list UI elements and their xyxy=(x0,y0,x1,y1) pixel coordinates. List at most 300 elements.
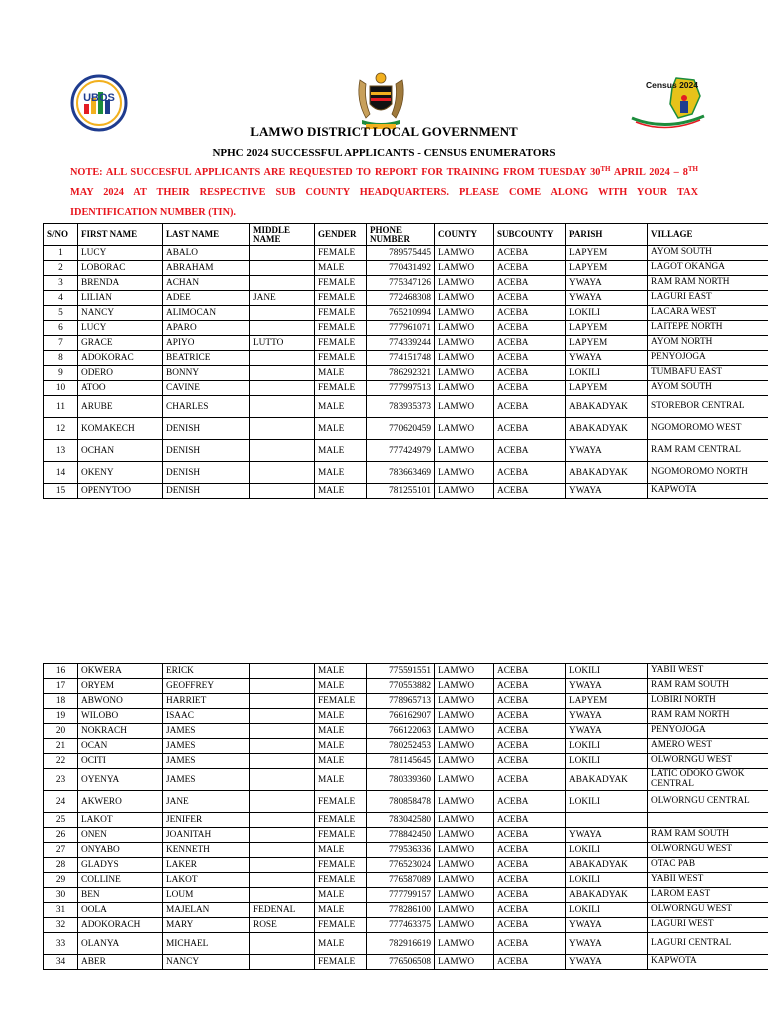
cell-phone: 783663469 xyxy=(367,462,435,484)
col-parish: PARISH xyxy=(566,224,648,246)
cell-sno: 12 xyxy=(44,418,78,440)
cell-subcounty: ACEBA xyxy=(494,724,566,739)
cell-middle-name xyxy=(250,366,315,381)
table-row xyxy=(44,366,768,381)
cell-middle-name xyxy=(250,351,315,366)
cell-sno: 30 xyxy=(44,888,78,903)
cell-gender: MALE xyxy=(315,440,367,462)
cell-village xyxy=(648,813,768,828)
cell-parish: YWAYA xyxy=(566,828,648,843)
cell-county: LAMWO xyxy=(435,694,494,709)
cell-sno: 15 xyxy=(44,484,78,499)
cell-county: LAMWO xyxy=(435,381,494,396)
table-row xyxy=(44,418,768,440)
cell-county: LAMWO xyxy=(435,709,494,724)
col-village: VILLAGE xyxy=(648,224,768,246)
cell-last-name: GEOFFREY xyxy=(163,679,250,694)
cell-phone: 765210994 xyxy=(367,306,435,321)
cell-gender: FEMALE xyxy=(315,336,367,351)
cell-last-name: JENIFER xyxy=(163,813,250,828)
cell-middle-name: FEDENAL xyxy=(250,903,315,918)
cell-village: NGOMOROMO NORTH xyxy=(648,462,768,484)
cell-county: LAMWO xyxy=(435,754,494,769)
table-row xyxy=(44,933,768,955)
cell-county: LAMWO xyxy=(435,918,494,933)
census-logo-text: Census 2024 xyxy=(646,80,698,90)
cell-sno: 11 xyxy=(44,396,78,418)
training-note xyxy=(70,163,698,223)
cell-county: LAMWO xyxy=(435,739,494,754)
cell-county: LAMWO xyxy=(435,276,494,291)
cell-first-name: OOLA xyxy=(78,903,163,918)
cell-village: RAM RAM SOUTH xyxy=(648,679,768,694)
cell-last-name: JAMES xyxy=(163,769,250,791)
cell-last-name: HARRIET xyxy=(163,694,250,709)
cell-parish: LOKILI xyxy=(566,754,648,769)
cell-county: LAMWO xyxy=(435,366,494,381)
cell-village: OLWORNGU WEST xyxy=(648,843,768,858)
table-row xyxy=(44,739,768,754)
cell-phone: 789575445 xyxy=(367,246,435,261)
cell-parish: LOKILI xyxy=(566,873,648,888)
cell-subcounty: ACEBA xyxy=(494,366,566,381)
cell-first-name: WILOBO xyxy=(78,709,163,724)
cell-sno: 6 xyxy=(44,321,78,336)
cell-middle-name xyxy=(250,813,315,828)
cell-middle-name: LUTTO xyxy=(250,336,315,351)
cell-middle-name xyxy=(250,709,315,724)
cell-gender: MALE xyxy=(315,739,367,754)
cell-parish: ABAKADYAK xyxy=(566,888,648,903)
note-line-3: IDENTIFICATION NUMBER (TIN). xyxy=(70,207,237,218)
cell-subcounty: ACEBA xyxy=(494,813,566,828)
cell-middle-name xyxy=(250,484,315,499)
cell-subcounty: ACEBA xyxy=(494,351,566,366)
cell-county: LAMWO xyxy=(435,261,494,276)
col-phone-number: PHONE NUMBER xyxy=(367,224,435,246)
cell-parish: YWAYA xyxy=(566,933,648,955)
cell-sno: 28 xyxy=(44,858,78,873)
cell-sno: 19 xyxy=(44,709,78,724)
cell-middle-name xyxy=(250,858,315,873)
cell-phone: 766162907 xyxy=(367,709,435,724)
cell-sno: 8 xyxy=(44,351,78,366)
cell-middle-name xyxy=(250,791,315,813)
cell-first-name: AKWERO xyxy=(78,791,163,813)
cell-first-name: ATOO xyxy=(78,381,163,396)
cell-county: LAMWO xyxy=(435,791,494,813)
cell-last-name: KENNETH xyxy=(163,843,250,858)
cell-parish xyxy=(566,813,648,828)
cell-last-name: LAKER xyxy=(163,858,250,873)
cell-county: LAMWO xyxy=(435,873,494,888)
cell-village: AMERO WEST xyxy=(648,739,768,754)
cell-last-name: APARO xyxy=(163,321,250,336)
cell-subcounty: ACEBA xyxy=(494,440,566,462)
cell-middle-name xyxy=(250,843,315,858)
cell-phone: 770620459 xyxy=(367,418,435,440)
cell-parish: YWAYA xyxy=(566,709,648,724)
cell-subcounty: ACEBA xyxy=(494,679,566,694)
cell-subcounty: ACEBA xyxy=(494,955,566,970)
cell-county: LAMWO xyxy=(435,664,494,679)
cell-last-name: BONNY xyxy=(163,366,250,381)
cell-subcounty: ACEBA xyxy=(494,418,566,440)
col-first-name: FIRST NAME xyxy=(78,224,163,246)
cell-middle-name xyxy=(250,276,315,291)
cell-gender: FEMALE xyxy=(315,828,367,843)
cell-phone: 775347126 xyxy=(367,276,435,291)
cell-village: YABII WEST xyxy=(648,664,768,679)
table-row xyxy=(44,679,768,694)
cell-middle-name xyxy=(250,739,315,754)
cell-phone: 777463375 xyxy=(367,918,435,933)
cell-sno: 34 xyxy=(44,955,78,970)
table-row xyxy=(44,754,768,769)
cell-parish: YWAYA xyxy=(566,276,648,291)
cell-village: LAGURI EAST xyxy=(648,291,768,306)
cell-first-name: ONEN xyxy=(78,828,163,843)
cell-phone: 776506508 xyxy=(367,955,435,970)
cell-first-name: OKWERA xyxy=(78,664,163,679)
cell-gender: MALE xyxy=(315,888,367,903)
cell-county: LAMWO xyxy=(435,462,494,484)
cell-village: KAPWOTA xyxy=(648,955,768,970)
cell-phone: 777799157 xyxy=(367,888,435,903)
table-row xyxy=(44,709,768,724)
table-row xyxy=(44,484,768,499)
cell-sno: 14 xyxy=(44,462,78,484)
cell-middle-name xyxy=(250,955,315,970)
cell-middle-name xyxy=(250,418,315,440)
applicants-table-part-2 xyxy=(43,663,768,970)
cell-last-name: CAVINE xyxy=(163,381,250,396)
cell-phone: 782916619 xyxy=(367,933,435,955)
cell-subcounty: ACEBA xyxy=(494,306,566,321)
cell-subcounty: ACEBA xyxy=(494,694,566,709)
cell-sno: 26 xyxy=(44,828,78,843)
cell-county: LAMWO xyxy=(435,933,494,955)
cell-subcounty: ACEBA xyxy=(494,754,566,769)
col-sno: S/NO xyxy=(44,224,78,246)
cell-subcounty: ACEBA xyxy=(494,903,566,918)
cell-gender: FEMALE xyxy=(315,694,367,709)
cell-parish: LOKILI xyxy=(566,791,648,813)
cell-last-name: ISAAC xyxy=(163,709,250,724)
cell-phone: 772468308 xyxy=(367,291,435,306)
cell-parish: YWAYA xyxy=(566,351,648,366)
table-row xyxy=(44,276,768,291)
cell-last-name: JAMES xyxy=(163,754,250,769)
cell-parish: LAPYEM xyxy=(566,694,648,709)
cell-first-name: NOKRACH xyxy=(78,724,163,739)
cell-middle-name: JANE xyxy=(250,291,315,306)
cell-last-name: NANCY xyxy=(163,955,250,970)
cell-county: LAMWO xyxy=(435,769,494,791)
cell-subcounty: ACEBA xyxy=(494,709,566,724)
cell-village: PENYOJOGA xyxy=(648,351,768,366)
table-row xyxy=(44,888,768,903)
cell-gender: FEMALE xyxy=(315,813,367,828)
cell-parish: LOKILI xyxy=(566,306,648,321)
cell-parish: YWAYA xyxy=(566,484,648,499)
cell-first-name: ADOKORACH xyxy=(78,918,163,933)
cell-middle-name xyxy=(250,396,315,418)
cell-parish: LOKILI xyxy=(566,843,648,858)
cell-first-name: BEN xyxy=(78,888,163,903)
cell-county: LAMWO xyxy=(435,306,494,321)
cell-middle-name xyxy=(250,873,315,888)
cell-first-name: KOMAKECH xyxy=(78,418,163,440)
cell-middle-name xyxy=(250,828,315,843)
cell-gender: FEMALE xyxy=(315,791,367,813)
cell-phone: 776523024 xyxy=(367,858,435,873)
cell-subcounty: ACEBA xyxy=(494,828,566,843)
cell-sno: 9 xyxy=(44,366,78,381)
table-row xyxy=(44,306,768,321)
cell-first-name: BRENDA xyxy=(78,276,163,291)
cell-parish: LAPYEM xyxy=(566,261,648,276)
cell-village: AYOM SOUTH xyxy=(648,246,768,261)
table-row xyxy=(44,769,768,791)
applicants-table-part-1 xyxy=(43,223,768,499)
cell-parish: ABAKADYAK xyxy=(566,418,648,440)
col-last-name: LAST NAME xyxy=(163,224,250,246)
cell-phone: 777997513 xyxy=(367,381,435,396)
cell-phone: 776587089 xyxy=(367,873,435,888)
cell-first-name: NANCY xyxy=(78,306,163,321)
cell-village: LAGURI CENTRAL xyxy=(648,933,768,955)
table-row xyxy=(44,664,768,679)
cell-village: LAROM EAST xyxy=(648,888,768,903)
table-row xyxy=(44,261,768,276)
cell-middle-name xyxy=(250,321,315,336)
cell-subcounty: ACEBA xyxy=(494,791,566,813)
cell-parish: LAPYEM xyxy=(566,321,648,336)
cell-last-name: BEATRICE xyxy=(163,351,250,366)
cell-last-name: JANE xyxy=(163,791,250,813)
cell-gender: MALE xyxy=(315,903,367,918)
cell-last-name: JOANITAH xyxy=(163,828,250,843)
cell-village: AYOM SOUTH xyxy=(648,381,768,396)
note-text-1a: NOTE: ALL SUCCESFUL APPLICANTS ARE REQUESTED TO REPORT FOR TRAINING FROM TUESDAY 30 xyxy=(70,167,601,178)
cell-parish: LAPYEM xyxy=(566,246,648,261)
cell-subcounty: ACEBA xyxy=(494,888,566,903)
cell-gender: MALE xyxy=(315,664,367,679)
cell-village: RAM RAM NORTH xyxy=(648,709,768,724)
cell-last-name: LAKOT xyxy=(163,873,250,888)
cell-sno: 20 xyxy=(44,724,78,739)
cell-middle-name xyxy=(250,769,315,791)
cell-first-name: OYENYA xyxy=(78,769,163,791)
cell-first-name: LOBORAC xyxy=(78,261,163,276)
cell-county: LAMWO xyxy=(435,955,494,970)
cell-village: OLWORNGU WEST xyxy=(648,903,768,918)
table-row xyxy=(44,694,768,709)
cell-phone: 781255101 xyxy=(367,484,435,499)
cell-parish: YWAYA xyxy=(566,679,648,694)
table-row xyxy=(44,873,768,888)
cell-phone: 777424979 xyxy=(367,440,435,462)
cell-first-name: OCHAN xyxy=(78,440,163,462)
cell-county: LAMWO xyxy=(435,246,494,261)
table-row xyxy=(44,724,768,739)
table-row xyxy=(44,440,768,462)
cell-village: RAM RAM SOUTH xyxy=(648,828,768,843)
cell-parish: ABAKADYAK xyxy=(566,396,648,418)
ubos-logo-text: UBOS xyxy=(83,92,115,104)
cell-sno: 22 xyxy=(44,754,78,769)
cell-middle-name xyxy=(250,933,315,955)
cell-county: LAMWO xyxy=(435,843,494,858)
cell-sno: 29 xyxy=(44,873,78,888)
cell-subcounty: ACEBA xyxy=(494,873,566,888)
table-row xyxy=(44,858,768,873)
cell-last-name: CHARLES xyxy=(163,396,250,418)
cell-subcounty: ACEBA xyxy=(494,858,566,873)
cell-middle-name xyxy=(250,724,315,739)
table-row xyxy=(44,828,768,843)
cell-village: STOREBOR CENTRAL xyxy=(648,396,768,418)
cell-first-name: OLANYA xyxy=(78,933,163,955)
cell-sno: 27 xyxy=(44,843,78,858)
cell-gender: MALE xyxy=(315,261,367,276)
cell-sno: 7 xyxy=(44,336,78,351)
cell-sno: 21 xyxy=(44,739,78,754)
note-sup-2: TH xyxy=(687,165,698,173)
cell-village: LAGOT OKANGA xyxy=(648,261,768,276)
cell-gender: MALE xyxy=(315,418,367,440)
coat-of-arms-logo xyxy=(352,70,410,130)
cell-first-name: LILIAN xyxy=(78,291,163,306)
note-line-1 xyxy=(70,163,698,183)
cell-sno: 2 xyxy=(44,261,78,276)
cell-county: LAMWO xyxy=(435,888,494,903)
cell-parish: ABAKADYAK xyxy=(566,462,648,484)
cell-village: RAM RAM NORTH xyxy=(648,276,768,291)
table-row xyxy=(44,813,768,828)
cell-phone: 778965713 xyxy=(367,694,435,709)
cell-phone: 775591551 xyxy=(367,664,435,679)
cell-county: LAMWO xyxy=(435,858,494,873)
cell-subcounty: ACEBA xyxy=(494,933,566,955)
cell-phone: 780858478 xyxy=(367,791,435,813)
cell-last-name: MARY xyxy=(163,918,250,933)
cell-first-name: OCITI xyxy=(78,754,163,769)
cell-middle-name xyxy=(250,306,315,321)
cell-last-name: JAMES xyxy=(163,739,250,754)
table-row xyxy=(44,955,768,970)
cell-last-name: LOUM xyxy=(163,888,250,903)
cell-last-name: ADEE xyxy=(163,291,250,306)
cell-county: LAMWO xyxy=(435,679,494,694)
cell-village: LATIC ODOKO GWOK CENTRAL xyxy=(648,769,768,791)
cell-middle-name xyxy=(250,261,315,276)
cell-middle-name xyxy=(250,664,315,679)
cell-sno: 23 xyxy=(44,769,78,791)
cell-sno: 5 xyxy=(44,306,78,321)
cell-gender: FEMALE xyxy=(315,381,367,396)
cell-subcounty: ACEBA xyxy=(494,769,566,791)
cell-village: LACARA WEST xyxy=(648,306,768,321)
cell-village: RAM RAM CENTRAL xyxy=(648,440,768,462)
cell-sno: 24 xyxy=(44,791,78,813)
cell-sno: 1 xyxy=(44,246,78,261)
cell-sno: 32 xyxy=(44,918,78,933)
note-sup-1: TH xyxy=(600,165,611,173)
cell-last-name: ABRAHAM xyxy=(163,261,250,276)
cell-village: YABII WEST xyxy=(648,873,768,888)
table-row xyxy=(44,843,768,858)
cell-middle-name xyxy=(250,440,315,462)
cell-subcounty: ACEBA xyxy=(494,381,566,396)
cell-middle-name xyxy=(250,679,315,694)
cell-first-name: COLLINE xyxy=(78,873,163,888)
cell-last-name: DENISH xyxy=(163,462,250,484)
cell-phone: 778842450 xyxy=(367,828,435,843)
cell-sno: 25 xyxy=(44,813,78,828)
cell-last-name: ACHAN xyxy=(163,276,250,291)
cell-gender: MALE xyxy=(315,679,367,694)
cell-middle-name xyxy=(250,888,315,903)
cell-subcounty: ACEBA xyxy=(494,276,566,291)
cell-village: KAPWOTA xyxy=(648,484,768,499)
table-row xyxy=(44,246,768,261)
cell-last-name: DENISH xyxy=(163,440,250,462)
cell-gender: FEMALE xyxy=(315,351,367,366)
cell-sno: 16 xyxy=(44,664,78,679)
cell-gender: MALE xyxy=(315,484,367,499)
cell-phone: 770553882 xyxy=(367,679,435,694)
cell-village: TUMBAFU EAST xyxy=(648,366,768,381)
cell-first-name: GRACE xyxy=(78,336,163,351)
cell-gender: MALE xyxy=(315,769,367,791)
cell-parish: LOKILI xyxy=(566,739,648,754)
table-row xyxy=(44,903,768,918)
cell-village: OTAC PAB xyxy=(648,858,768,873)
cell-parish: ABAKADYAK xyxy=(566,858,648,873)
cell-gender: FEMALE xyxy=(315,955,367,970)
cell-county: LAMWO xyxy=(435,903,494,918)
cell-middle-name xyxy=(250,754,315,769)
cell-last-name: APIYO xyxy=(163,336,250,351)
cell-phone: 779536336 xyxy=(367,843,435,858)
cell-gender: MALE xyxy=(315,933,367,955)
cell-sno: 10 xyxy=(44,381,78,396)
cell-gender: FEMALE xyxy=(315,276,367,291)
cell-village: AYOM NORTH xyxy=(648,336,768,351)
cell-village: LAITEPE NORTH xyxy=(648,321,768,336)
cell-subcounty: ACEBA xyxy=(494,321,566,336)
cell-first-name: OPENYTOO xyxy=(78,484,163,499)
table-header-row xyxy=(44,224,768,246)
cell-first-name: ONYABO xyxy=(78,843,163,858)
cell-phone: 777961071 xyxy=(367,321,435,336)
cell-first-name: ABER xyxy=(78,955,163,970)
cell-gender: FEMALE xyxy=(315,858,367,873)
cell-first-name: GLADYS xyxy=(78,858,163,873)
cell-phone: 770431492 xyxy=(367,261,435,276)
cell-last-name: ALIMOCAN xyxy=(163,306,250,321)
cell-middle-name xyxy=(250,694,315,709)
cell-first-name: ORYEM xyxy=(78,679,163,694)
cell-county: LAMWO xyxy=(435,336,494,351)
table-row xyxy=(44,321,768,336)
table-row xyxy=(44,381,768,396)
cell-sno: 17 xyxy=(44,679,78,694)
cell-first-name: ARUBE xyxy=(78,396,163,418)
cell-subcounty: ACEBA xyxy=(494,462,566,484)
